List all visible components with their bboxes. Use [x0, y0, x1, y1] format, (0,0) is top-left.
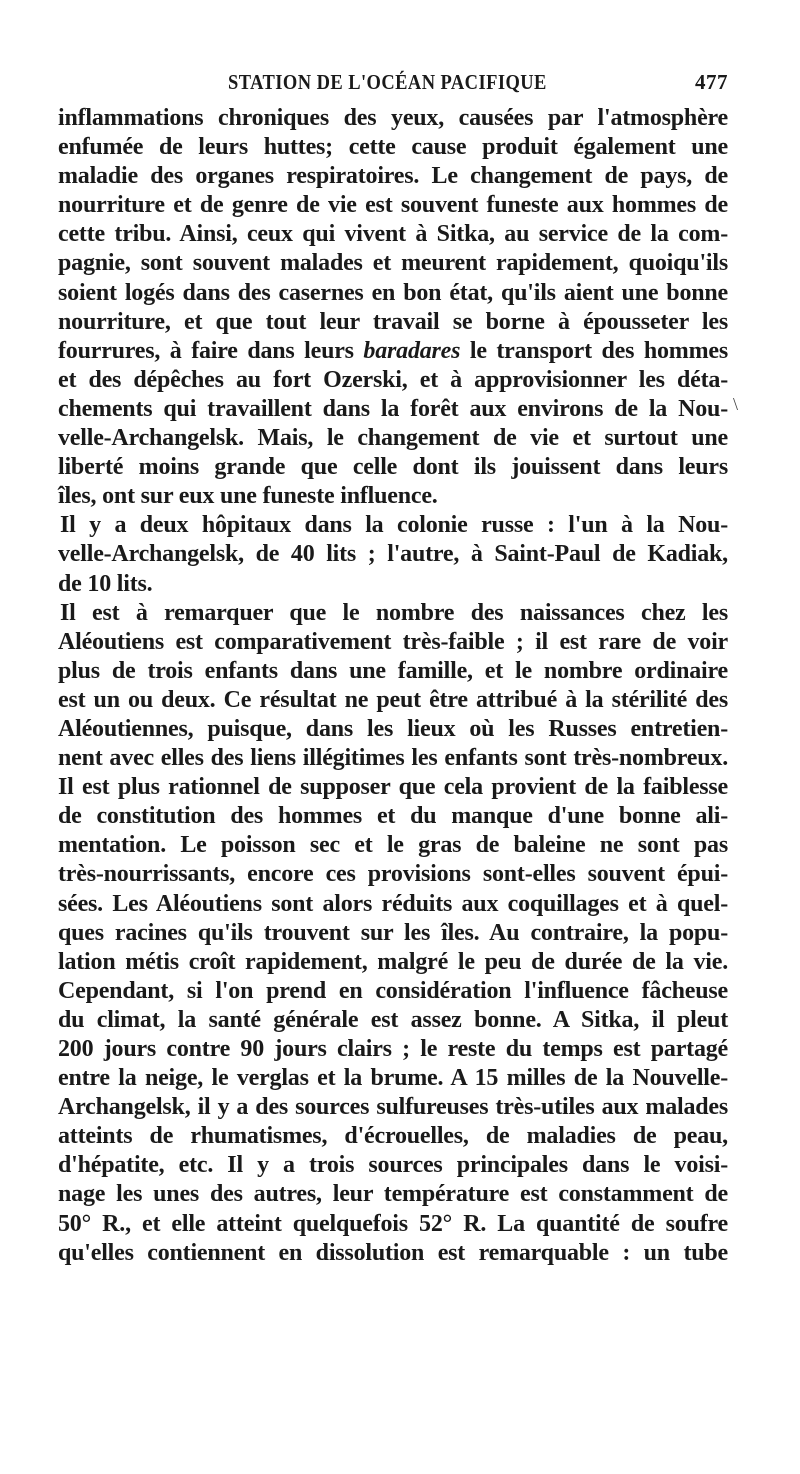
text-line: Cependant, si l'on prend en considération l'influence fâcheuse: [58, 977, 728, 1004]
text-line: et des dépêches au fort Ozerski, et à approvisionner les déta-: [58, 366, 728, 393]
running-title: STATION DE L'OCÉAN PACIFIQUE: [228, 70, 547, 94]
text-line: chements qui travaillent dans la forêt aux environs de la Nou-: [58, 395, 728, 422]
text-line: de constitution des hommes et du manque d'une bonne ali-: [58, 803, 728, 830]
text-line: est un ou deux. Ce résultat ne peut être attribué à la stérilité des: [58, 686, 728, 713]
text-line: cette tribu. Ainsi, ceux qui vivent à Sitka, au service de la com-: [58, 221, 728, 248]
text-line: Il est plus rationnel de supposer que cela provient de la faiblesse: [58, 774, 728, 801]
text-line: soient logés dans des casernes en bon état, qu'ils aient une bonne: [58, 279, 728, 306]
text-line-with-italic: [58, 337, 728, 366]
text-line: inflammations chroniques des yeux, causées par l'atmosphère: [58, 105, 728, 131]
text-segment: le transport des hommes: [469, 337, 728, 364]
text-line: de 10 lits.: [58, 570, 153, 597]
margin-mark: \: [733, 394, 739, 414]
text-line: maladie des organes respiratoires. Le changement de pays, de: [58, 163, 728, 190]
text-line: nourriture, et que tout leur travail se borne à épousseter les: [58, 308, 728, 335]
text-line: très-nourrissants, encore ces provisions sont-elles souvent épui-: [58, 861, 728, 888]
text-line: qu'elles contiennent en dissolution est remarquable : un tube: [58, 1239, 728, 1266]
text-line: Il est à remarquer que le nombre des naissances chez les: [60, 599, 728, 626]
italic-term: baradares: [363, 337, 461, 364]
text-line: nourriture et de genre de vie est souvent funeste aux hommes de: [58, 192, 728, 219]
text-line: atteints de rhumatismes, d'écrouelles, de maladies de peau,: [58, 1123, 728, 1150]
text-line: sées. Les Aléoutiens sont alors réduits aux coquillages et à quel-: [58, 890, 728, 917]
text-line: Archangelsk, il y a des sources sulfureuses très-utiles aux malades: [58, 1094, 728, 1121]
text-line: liberté moins grande que celle dont ils jouissent dans leurs: [58, 454, 728, 481]
text-line: mentation. Le poisson sec et le gras de baleine ne sont pas: [58, 832, 728, 859]
text-line: lation métis croît rapidement, malgré le peu de durée de la vie.: [58, 948, 728, 975]
text-segment: fourrures, à faire dans leurs: [58, 337, 354, 364]
text-line: d'hépatite, etc. Il y a trois sources principales dans le voisi-: [58, 1152, 728, 1179]
text-line: nage les unes des autres, leur température est constamment de: [58, 1181, 728, 1208]
page-number: 477: [695, 70, 728, 94]
text-line: entre la neige, le verglas et la brume. A 15 milles de la Nouvelle-: [58, 1065, 728, 1092]
text-line: enfumée de leurs huttes; cette cause produit également une: [58, 134, 728, 161]
text-line: 200 jours contre 90 jours clairs ; le reste du temps est partagé: [58, 1036, 728, 1062]
text-line: Aléoutiennes, puisque, dans les lieux où les Russes entretien-: [58, 715, 728, 742]
body-text: [58, 104, 728, 1268]
running-head: [58, 70, 728, 100]
text-line: îles, ont sur eux une funeste influence.: [58, 483, 438, 510]
text-line: velle-Archangelsk, de 40 lits ; l'autre, à Saint-Paul de Kadiak,: [58, 541, 728, 568]
text-line: velle-Archangelsk. Mais, le changement de vie et surtout une: [58, 425, 728, 452]
text-line: Il y a deux hôpitaux dans la colonie russe : l'un à la Nou-: [60, 512, 728, 539]
text-line: plus de trois enfants dans une famille, et le nombre ordinaire: [58, 657, 728, 684]
text-line: du climat, la santé générale est assez bonne. A Sitka, il pleut: [58, 1006, 728, 1033]
text-line: pagnie, sont souvent malades et meurent rapidement, quoiqu'ils: [58, 250, 728, 277]
text-line: nent avec elles des liens illégitimes les enfants sont très-nombreux.: [58, 745, 728, 772]
text-line: Aléoutiens est comparativement très-faible ; il est rare de voir: [58, 628, 728, 655]
text-line: ques racines qu'ils trouvent sur les îles. Au contraire, la popu-: [58, 919, 728, 946]
text-line: 50° R., et elle atteint quelquefois 52° R. La quantité de soufre: [58, 1210, 728, 1237]
